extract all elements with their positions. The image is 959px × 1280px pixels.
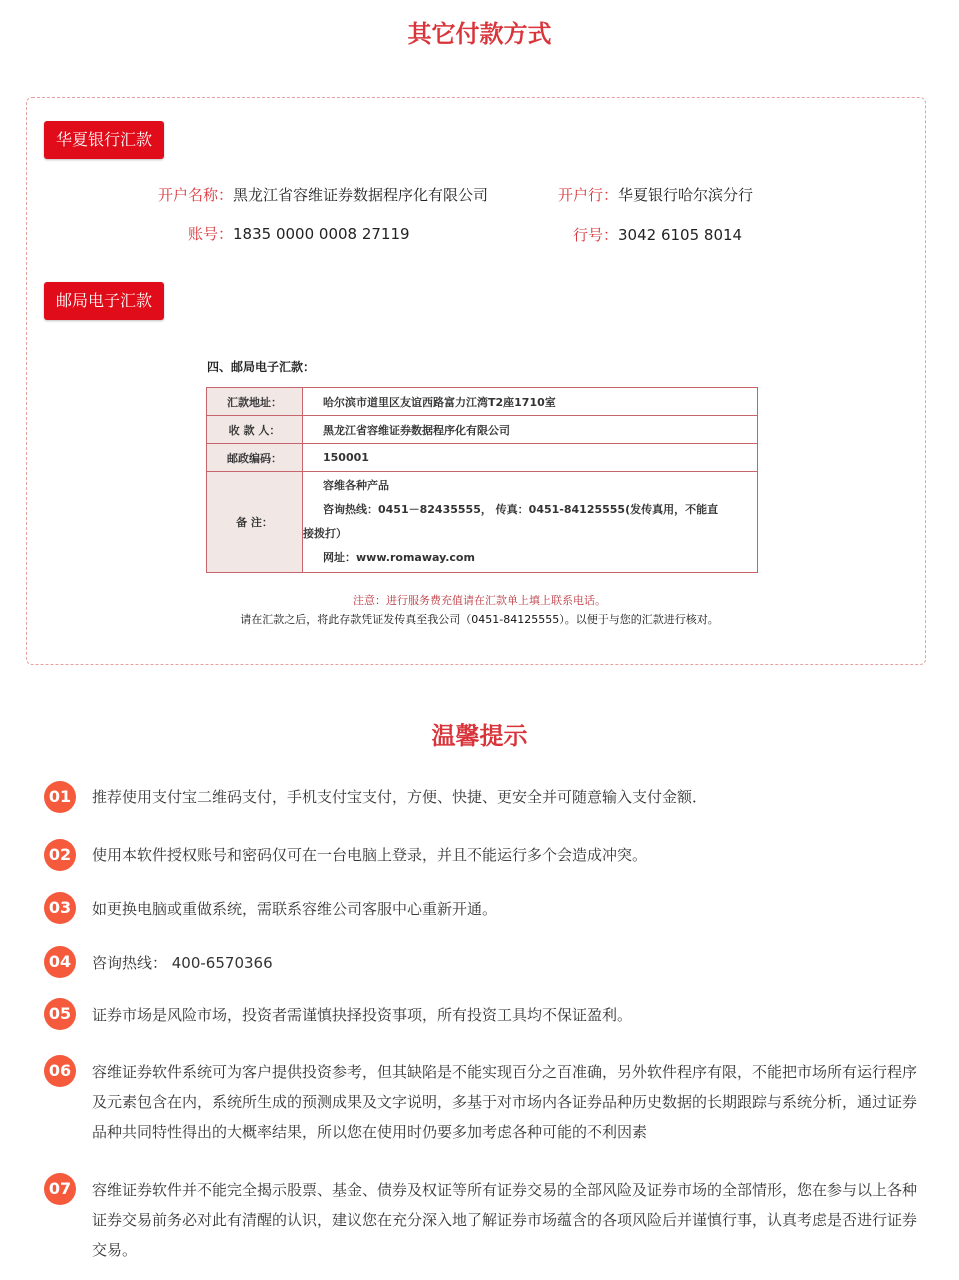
bank-name-value: 华夏银行哈尔滨分行 [618, 186, 754, 204]
bank-code-label: 行号： [573, 226, 619, 244]
tip-number-badge: 02 [44, 839, 76, 871]
account-number-value: 1835 0000 0008 27119 [233, 225, 410, 243]
remark-line: 网址：www.romaway.com [323, 551, 475, 564]
tip-number-badge: 01 [44, 781, 76, 813]
tip-number-badge: 03 [44, 892, 76, 924]
tip-text: 证券市场是风险市场，投资者需谨慎抉择投资事项，所有投资工具均不保证盈利。 [92, 1006, 633, 1024]
row-label: 收 款 人： [207, 416, 303, 444]
account-number-label: 账号： [188, 225, 234, 243]
account-number-row [188, 223, 410, 244]
post-transfer-badge: 邮局电子汇款 [44, 282, 164, 320]
table-row [207, 416, 758, 444]
tip-text: 咨询热线： 400-6570366 [92, 954, 273, 972]
remark-line: 咨询热线：0451－82435555， 传真：0451-84125555(发传真用，不能直 [323, 503, 719, 516]
remark-line: 接拨打） [303, 527, 347, 540]
row-value: 哈尔滨市道里区友谊西路富力江湾T2座1710室 [303, 388, 758, 416]
row-value: 150001 [303, 444, 758, 472]
bank-code-row [573, 224, 742, 245]
post-transfer-table [206, 387, 758, 573]
table-row [207, 388, 758, 416]
tip-text: 容维证券软件并不能完全揭示股票、基金、债券及权证等所有证券交易的全部风险及证券市场的全部情形，您在参与以上各种证券交易前务必对此有清醒的认识，建议您在充分深入地了解证券市场蕴含的各项风险后并谨慎行事，认真考虑是否进行证券交易。 [92, 1181, 918, 1259]
tip-text: 推荐使用支付宝二维码支付，手机支付宝支付，方便、快捷、更安全并可随意输入支付金额． [92, 788, 708, 806]
remark-value [303, 472, 758, 573]
tip-number-badge: 04 [44, 946, 76, 978]
account-name-label: 开户名称： [158, 186, 234, 204]
account-name-value: 黑龙江省容维证券数据程序化有限公司 [233, 186, 489, 204]
tip-text: 容维证券软件系统可为客户提供投资参考，但其缺陷是不能实现百分之百准确，另外软件程序有限，不能把市场所有运行程序及元素包含在内，系统所生成的预测成果及文字说明，多基于对市场内各证券品种历史数据的长期跟踪与系统分析，通过证券品种共同特性得出的大概率结果，所以您在使用时仍要多加考虑各种可能的不利因素 [92, 1063, 918, 1141]
account-name-row [158, 184, 488, 205]
post-note-warning: 注意：进行服务费充值请在汇款单上填上联系电话。 [353, 594, 606, 607]
section-title-payment: 其它付款方式 [407, 20, 552, 48]
tip-number-badge: 07 [44, 1173, 76, 1205]
row-label: 汇款地址： [207, 388, 303, 416]
remark-line: 容维各种产品 [323, 479, 389, 492]
row-value: 黑龙江省容维证券数据程序化有限公司 [303, 416, 758, 444]
bank-name-label: 开户行： [558, 186, 619, 204]
section-title-tips: 温馨提示 [431, 722, 528, 750]
row-label: 邮政编码： [207, 444, 303, 472]
tip-number-badge: 06 [44, 1055, 76, 1087]
tip-text: 使用本软件授权账号和密码仅可在一台电脑上登录，并且不能运行多个会造成冲突。 [92, 846, 648, 864]
post-note-instruction: 请在汇款之后，将此存款凭证发传真至我公司（0451-84125555）。以便于与您的汇款进行核对。 [240, 613, 719, 626]
payment-panel [26, 97, 926, 665]
tip-number-badge: 05 [44, 998, 76, 1030]
table-row [207, 472, 758, 573]
tip-text: 如更换电脑或重做系统，需联系容维公司客服中心重新开通。 [92, 900, 498, 918]
bank-transfer-badge: 华夏银行汇款 [44, 121, 164, 159]
table-row [207, 444, 758, 472]
remark-label: 备 注： [207, 472, 303, 573]
post-transfer-heading: 四、邮局电子汇款： [207, 360, 316, 374]
bank-code-value: 3042 6105 8014 [618, 226, 743, 244]
bank-name-row [558, 184, 753, 205]
